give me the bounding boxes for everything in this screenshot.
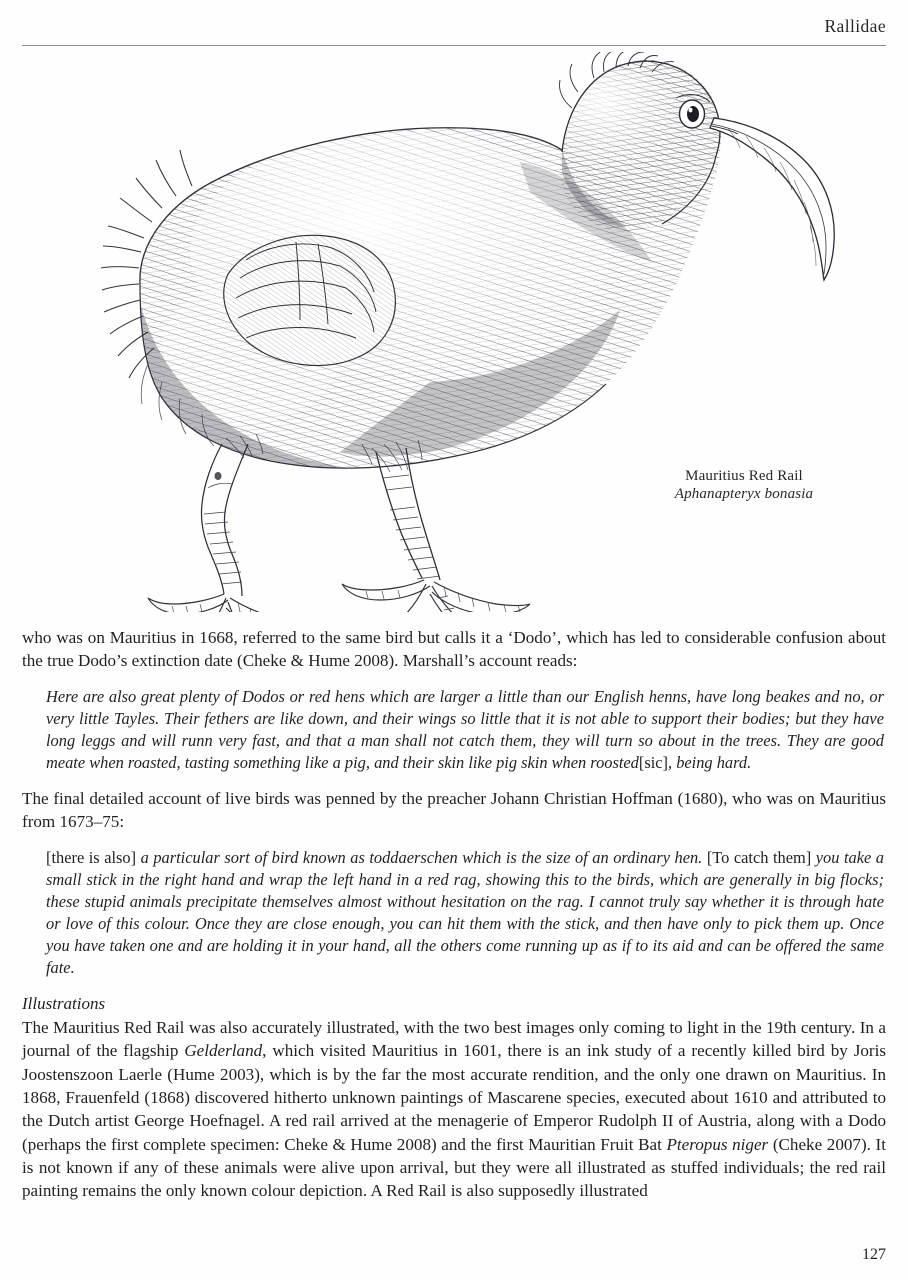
paragraph-illustrations-part-a: The Mauritius Red Rail was also accurately illustrated, with the two best images only coming to light in the 19th century. In a journal of the flagship	[22, 1018, 886, 1061]
blockquote-hoffman-a: a particular sort of bird known as toddaerschen which is the size of an ordinary hen.	[140, 847, 703, 867]
page-number: 127	[862, 1246, 886, 1263]
species-name-pteropus-niger: Pteropus niger	[666, 1134, 769, 1154]
bird-leg-rear	[148, 444, 316, 612]
figure-block	[22, 52, 886, 612]
caption-scientific-name: Aphanapteryx bonasia	[674, 486, 814, 503]
blockquote-marshall-tail: , being hard.	[668, 752, 752, 772]
header-divider-rule	[22, 45, 886, 46]
caption-common-name: Mauritius Red Rail	[685, 468, 803, 484]
blockquote-marshall-text: Here are also great plenty of Dodos or red hens which are larger a little than our English henns, have long beakes and no, or very little Tayles. Their fethers are like down, and their wings so little that it is not able to support their bodies; but they have long leggs and will runn very fast, and that a man shall not catch them, they will turn so about in the trees. They are good meate when roasted, tasting something like a pig, and their skin like pig skin when roosted	[46, 686, 884, 772]
paragraph-illustrations	[22, 1016, 886, 1203]
bird-drawing	[100, 52, 840, 612]
bird-beak	[710, 118, 834, 280]
figure-caption	[624, 467, 864, 504]
ship-name-gelderland: Gelderland	[184, 1041, 263, 1061]
paragraph-illustrations-part-c: (Cheke 2007). It is not known if any of these animals were alive upon arrival, but they were all illustrated as stuffed individuals; the red rail painting remains the only known colour depiction. A Red Rail is also supposedly illustrated	[22, 1134, 886, 1201]
blockquote-marshall	[46, 686, 884, 774]
page-header	[22, 16, 886, 48]
paragraph-marshall-intro: who was on Mauritius in 1668, referred to the same bird but calls it a ‘Dodo’, which has led to considerable confusion about the true Dodo’s extinction date (Cheke & Hume 2008). Marshall’s account reads:	[22, 628, 886, 671]
paragraph-hoffman-intro: The final detailed account of live birds was penned by the preacher Johann Christian Hoffman (1680), who was on Mauritius from 1673–75:	[22, 788, 886, 832]
blockquote-hoffman	[46, 847, 884, 979]
blockquote-hoffman-lead: [there is also]	[46, 847, 137, 867]
bird-foot-front	[342, 580, 530, 612]
running-head-title: Rallidae	[824, 16, 886, 36]
blockquote-hoffman-b: you take a small stick in the right hand and wrap the left hand in a red rag, showing this to the birds, which are generally in big flocks; these stupid animals precipitate themselves almost without hesitation on the rag. I cannot truly say whether it is through hate or love of this colour. Once they are close enough, you can hit them with the stick, and then have only to pick them up. Once you have taken one and are holding it in your hand, all the others come running up as if to its aid and can be offered the same fate.	[46, 847, 884, 977]
paragraph-illustrations-part-b: , which visited Mauritius in 1601, there is an ink study of a recently killed bird by Joris Joostenszoon Laerle (Hume 2003), which is by the far the most accurate rendition, and the only one drawn on Mauritius. In 1868, Frauenfeld (1868) discovered hitherto unknown paintings of Mascarene species, executed about 1610 and attributed to the Dutch artist George Hoefnagel. A red rail arrived at the menagerie of Emperor Rudolph II of Austria, along with a Dodo (perhaps the first complete specimen: Cheke & Hume 2008) and the first Mauritian Fruit Bat	[22, 1041, 886, 1154]
mauritius-red-rail-illustration	[100, 52, 840, 612]
body-text-column	[22, 626, 886, 1203]
blockquote-hoffman-bracket: [To catch them]	[706, 847, 812, 867]
blockquote-marshall-sic: [sic]	[638, 752, 668, 772]
section-heading-illustrations: Illustrations	[22, 993, 106, 1013]
